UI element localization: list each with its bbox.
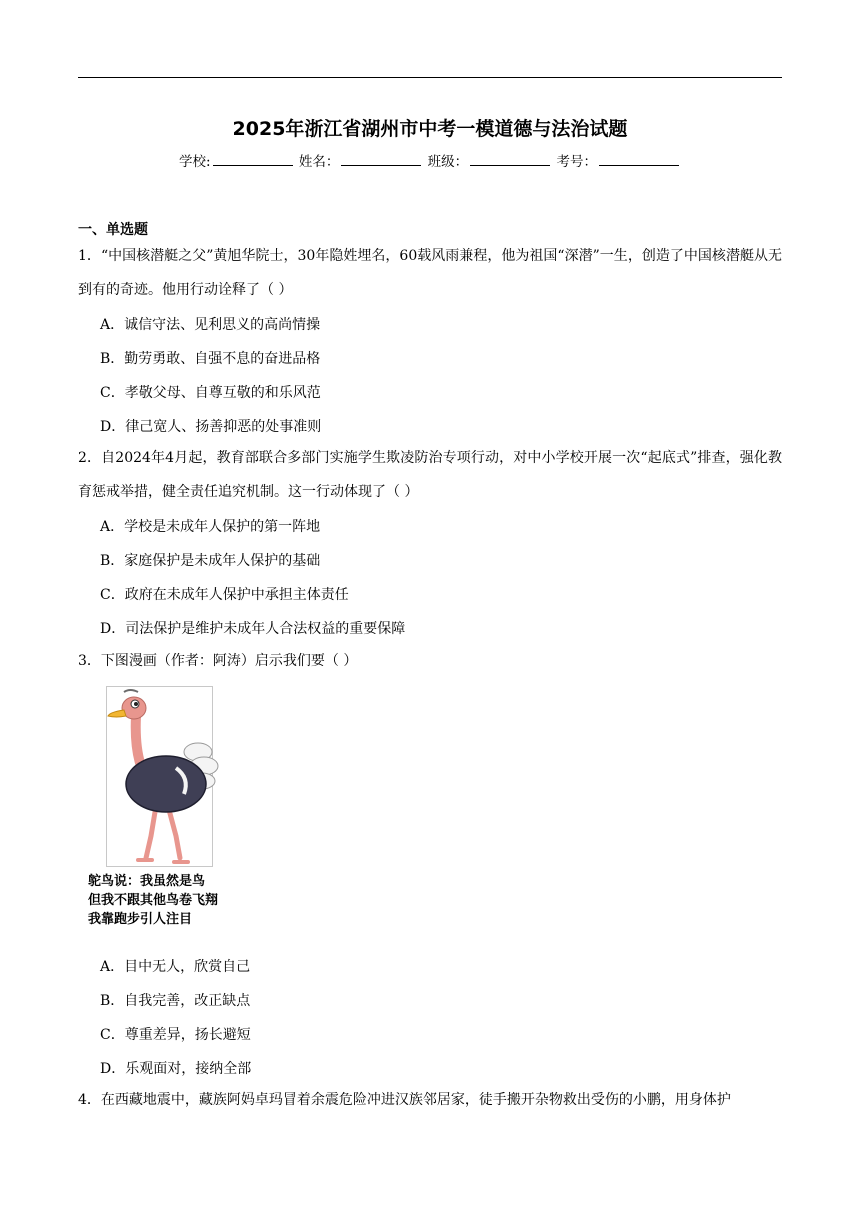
- exam-number-blank[interactable]: [599, 153, 679, 166]
- question-3-option-b: B．自我完善，改正缺点: [100, 993, 251, 1009]
- question-2-option-b: B．家庭保护是未成年人保护的基础: [100, 553, 321, 569]
- section-heading: 一、单选题: [78, 222, 148, 238]
- page-title: 2025年浙江省湖州市中考一模道德与法治试题: [232, 118, 628, 140]
- question-1-option-d: D．律己宽人、扬善抑恶的处事准则: [100, 419, 322, 435]
- student-info-line: [0, 150, 860, 170]
- question-1-stem: 1．“中国核潜艇之父”黄旭华院士，30年隐姓埋名，60载风雨兼程，他为祖国“深潜”一生，创造了中国核潜艇从无到有的奇迹。他用行动诠释了（ ）: [78, 248, 782, 298]
- exam-number-label: 考号：: [556, 154, 597, 170]
- class-label: 班级：: [427, 154, 469, 170]
- comic-caption-line-1: 鸵鸟说：我虽然是鸟: [88, 874, 206, 889]
- question-1-option-a: A．诚信守法、见利思义的高尚情操: [100, 317, 321, 333]
- question-2-option-a: A．学校是未成年人保护的第一阵地: [100, 519, 321, 535]
- school-label: 学校:: [179, 154, 211, 170]
- question-2-option-d: D．司法保护是维护未成年人合法权益的重要保障: [100, 621, 406, 637]
- school-blank[interactable]: [213, 153, 293, 166]
- question-1-option-c: C．孝敬父母、自尊互敬的和乐风范: [100, 385, 321, 401]
- question-3-option-c: C．尊重差异，扬长避短: [100, 1027, 251, 1043]
- question-3-stem: 3．下图漫画（作者：阿涛）启示我们要（ ）: [78, 653, 358, 669]
- question-3-option-d: D．乐观面对，接纳全部: [100, 1061, 252, 1077]
- question-2-stem: 2．自2024年4月起，教育部联合多部门实施学生欺凌防治专项行动，对中小学校开展一次“起底式”排查，强化教育惩戒举措，健全责任追究机制。这一行动体现了（ ）: [78, 450, 782, 500]
- question-1-option-b: B．勤劳勇敢、自强不息的奋进品格: [100, 351, 321, 367]
- question-4-stem: 4．在西藏地震中，藏族阿妈卓玛冒着余震危险冲进汉族邻居家，徒手搬开杂物救出受伤的小鹏，用身体护: [78, 1092, 731, 1108]
- ostrich-comic: [88, 686, 258, 931]
- comic-caption-line-3: 我靠跑步引人注目: [88, 912, 193, 927]
- question-3-option-a: A．目中无人，欣赏自己: [100, 959, 251, 975]
- name-label: 姓名：: [298, 154, 340, 170]
- comic-caption-line-2: 但我不跟其他鸟卷飞翔: [88, 893, 219, 908]
- name-blank[interactable]: [341, 153, 421, 166]
- ostrich-illustration-icon: [106, 686, 236, 868]
- question-2-option-c: C．政府在未成年人保护中承担主体责任: [100, 587, 349, 603]
- class-blank[interactable]: [470, 153, 550, 166]
- header-rule: [78, 77, 782, 78]
